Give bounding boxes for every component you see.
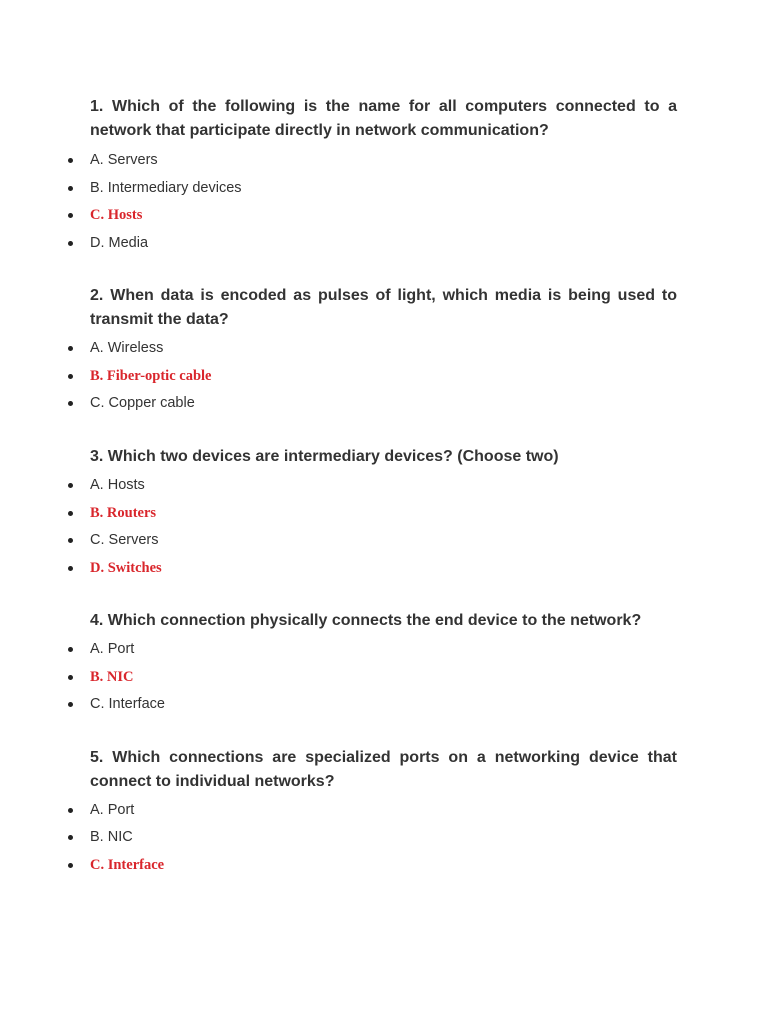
bullet-icon [68, 158, 73, 163]
answer-option[interactable] [0, 393, 768, 413]
answer-label: B. Fiber-optic cable [90, 368, 212, 384]
answer-label: B. Intermediary devices [90, 180, 242, 196]
answer-label: B. NIC [90, 669, 134, 685]
answer-label: A. Hosts [90, 477, 145, 493]
answer-option[interactable] [0, 530, 768, 550]
correct-answer-option[interactable] [0, 667, 768, 687]
answer-label: A. Servers [90, 152, 158, 168]
bullet-icon [68, 808, 73, 813]
answer-label: A. Port [90, 802, 135, 818]
bullet-icon [68, 835, 73, 840]
answer-label: C. Copper cable [90, 395, 195, 411]
answer-label: C. Hosts [90, 207, 143, 223]
bullet-icon [68, 186, 73, 191]
bullet-icon [68, 675, 73, 680]
answer-label: C. Interface [90, 696, 165, 712]
correct-answer-option[interactable] [0, 855, 768, 875]
bullet-icon [68, 647, 73, 652]
bullet-icon [68, 374, 73, 379]
bullet-icon [68, 483, 73, 488]
question-text: 5. Which connections are specialized ports on a networking device that connect to individual networks? [90, 749, 677, 790]
answer-option[interactable] [0, 475, 768, 495]
answer-option[interactable] [0, 639, 768, 659]
answer-label: B. Routers [90, 505, 157, 521]
question-text: 2. When data is encoded as pulses of light, which media is being used to transmit the data? [90, 287, 677, 328]
answer-label: C. Servers [90, 532, 159, 548]
answer-option[interactable] [0, 800, 768, 820]
answer-label: A. Wireless [90, 340, 164, 356]
answer-label: D. Media [90, 235, 149, 251]
question-text: 4. Which connection physically connects the end device to the network? [90, 612, 642, 629]
bullet-icon [68, 241, 73, 246]
bullet-icon [68, 511, 73, 516]
question-text: 1. Which of the following is the name for all computers connected to a network that participate directly in network communication? [90, 98, 677, 139]
correct-answer-option[interactable] [0, 503, 768, 523]
correct-answer-option[interactable] [0, 366, 768, 386]
answer-label: A. Port [90, 641, 135, 657]
bullet-icon [68, 566, 73, 571]
answer-option[interactable] [0, 233, 768, 253]
correct-answer-option[interactable] [0, 558, 768, 578]
bullet-icon [68, 538, 73, 543]
bullet-icon [68, 401, 73, 406]
answer-label: C. Interface [90, 857, 165, 873]
question-text: 3. Which two devices are intermediary devices? (Choose two) [90, 448, 559, 465]
answer-option[interactable] [0, 150, 768, 170]
bullet-icon [68, 213, 73, 218]
answer-option[interactable] [0, 338, 768, 358]
bullet-icon [68, 702, 73, 707]
answer-option[interactable] [0, 694, 768, 714]
bullet-icon [68, 863, 73, 868]
answer-label: B. NIC [90, 829, 133, 845]
answer-option[interactable] [0, 827, 768, 847]
answer-label: D. Switches [90, 560, 162, 576]
answer-option[interactable] [0, 178, 768, 198]
bullet-icon [68, 346, 73, 351]
correct-answer-option[interactable] [0, 205, 768, 225]
